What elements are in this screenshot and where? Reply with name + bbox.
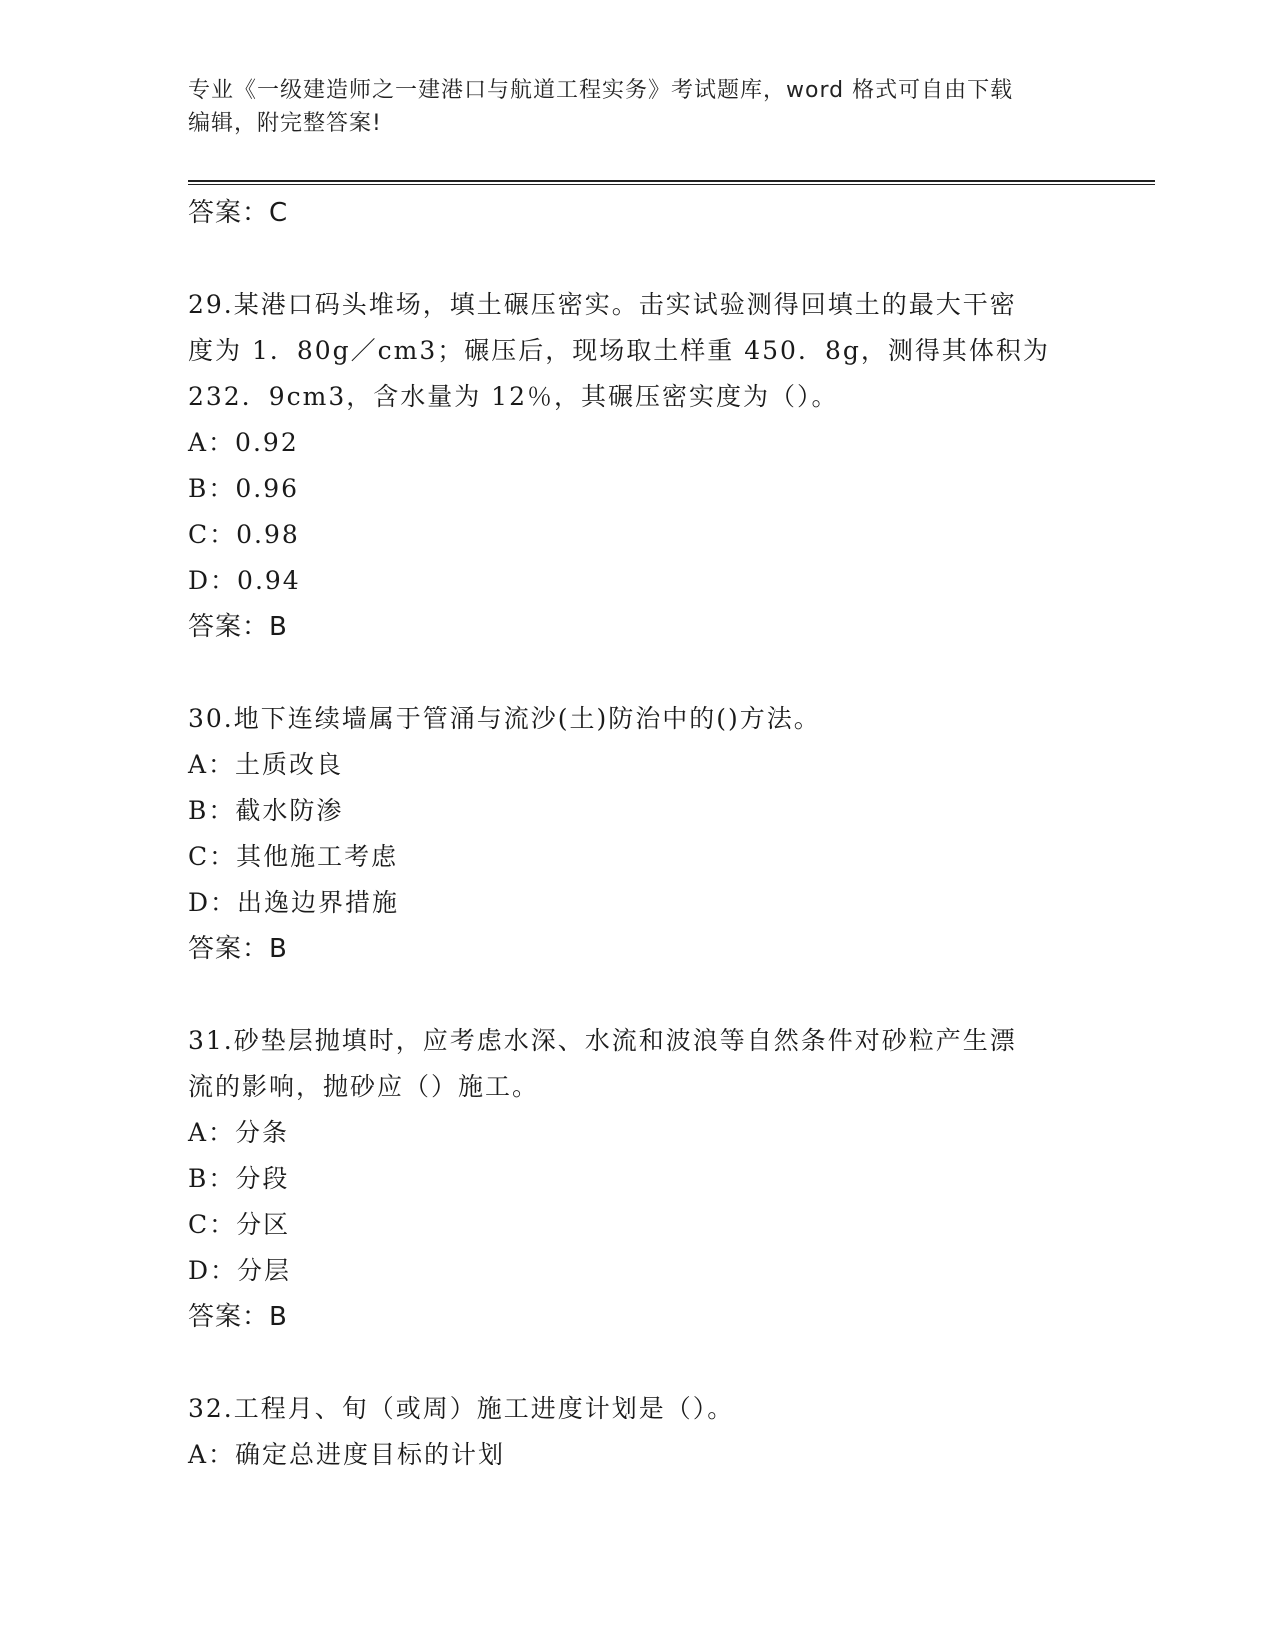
option-c: C：0.98 xyxy=(188,520,300,549)
option-a: A：土质改良 xyxy=(188,750,344,779)
page-header xyxy=(188,74,1088,140)
option-c: C：分区 xyxy=(188,1210,291,1239)
answer-line: 答案：B xyxy=(188,612,288,642)
answer-line: 答案：B xyxy=(188,934,288,964)
header-line-2: 编辑，附完整答案! xyxy=(188,111,382,136)
question-29 xyxy=(188,282,1088,650)
option-d: D：0.94 xyxy=(188,566,301,595)
spacer xyxy=(188,1340,1088,1386)
question-stem-line: 29.某港口码头堆场，填土碾压密实。击实试验测得回填土的最大干密 xyxy=(188,290,1017,319)
option-d: D：出逸边界措施 xyxy=(188,888,400,917)
question-list xyxy=(188,190,1088,1478)
option-b: B：分段 xyxy=(188,1164,290,1193)
option-a: A：0.92 xyxy=(188,428,299,457)
question-32 xyxy=(188,1386,1088,1478)
spacer xyxy=(188,650,1088,696)
answer-line: 答案：B xyxy=(188,1302,288,1332)
question-stem-line: 32.工程月、旬（或周）施工进度计划是（）。 xyxy=(188,1394,735,1423)
question-30 xyxy=(188,696,1088,972)
question-stem-line: 度为 1．80g／cm3；碾压后，现场取土样重 450．8g，测得其体积为 xyxy=(188,336,1050,365)
header-divider xyxy=(188,180,1155,185)
question-stem-line: 30.地下连续墙属于管涌与流沙(土)防治中的()方法。 xyxy=(188,704,821,733)
question-stem-line: 31.砂垫层抛填时，应考虑水深、水流和波浪等自然条件对砂粒产生漂 xyxy=(188,1026,1017,1055)
option-c: C：其他施工考虑 xyxy=(188,842,399,871)
option-a: A：分条 xyxy=(188,1118,290,1147)
option-b: B：0.96 xyxy=(188,474,300,503)
spacer xyxy=(188,972,1088,1018)
option-a: A：确定总进度目标的计划 xyxy=(188,1440,506,1469)
question-stem-line: 流的影响，抛砂应（）施工。 xyxy=(188,1072,540,1101)
option-d: D：分层 xyxy=(188,1256,292,1285)
question-31 xyxy=(188,1018,1088,1340)
option-b: B：截水防渗 xyxy=(188,796,344,825)
question-stem-line: 232．9cm3，含水量为 12％，其碾压密实度为（）。 xyxy=(188,382,839,411)
header-line-1: 专业《一级建造师之一建港口与航道工程实务》考试题库，word 格式可自由下载 xyxy=(188,78,1014,103)
spacer xyxy=(188,236,1088,282)
answer-line: 答案：C xyxy=(188,198,289,228)
